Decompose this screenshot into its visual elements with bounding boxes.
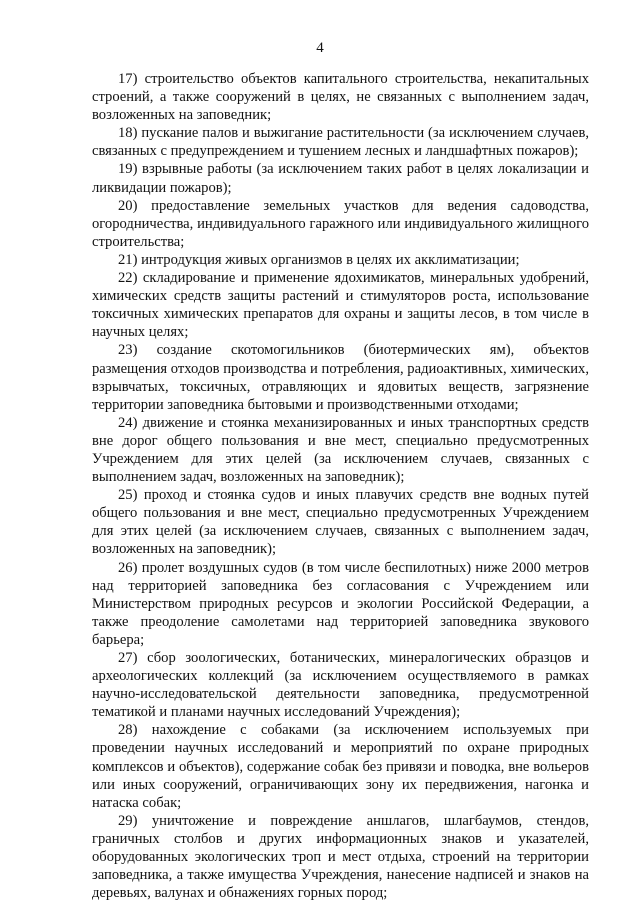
paragraph-item-17: 17) строительство объектов капитального строительства, некапитальных строений, а также сооружений в целях, не связанных с выполнением задач, возложенных на заповедник; [92, 71, 589, 124]
paragraph-item-23: 23) создание скотомогильников (биотермических ям), объектов размещения отходов производства и потребления, радиоактивных, химических, взрывчатых, токсичных, отравляющих и ядовитых веществ, загрязнение территории заповедника бытовыми и производственными отходами; [92, 342, 589, 413]
paragraph-item-21: 21) интродукция живых организмов в целях их акклиматизации; [118, 251, 520, 268]
paragraph-item-22: 22) складирование и применение ядохимикатов, минеральных удобрений, химических средств защиты растений и стимуляторов роста, использование токсичных химических препаратов для охраны и защиты лесов, в том числе в научных целях; [92, 270, 589, 341]
paragraph-item-20: 20) предоставление земельных участков для ведения садоводства, огородничества, индивидуального гаражного или индивидуального жилищного строительства; [92, 197, 589, 250]
paragraph-item-28: 28) нахождение с собаками (за исключением используемых при проведении научных исследований и мероприятий по охране природных комплексов и объектов), содержание собак без привязи и поводка, вне вольеров или иных сооружений, ограничивающих зону их передвижения, нагонка и натаска собак; [92, 722, 589, 811]
paragraph-item-25: 25) проход и стоянка судов и иных плавучих средств вне водных путей общего пользования и вне мест, специально предусмотренных Учреждением для этих целей (за исключением случаев, связанных с выполнением задач, возложенных на заповедник); [92, 487, 589, 558]
page-number: 4 [316, 40, 324, 56]
paragraph-item-27: 27) сбор зоологических, ботанических, минералогических образцов и археологических коллекций (за исключением осуществляемого в рамках научно-исследовательской деятельности заповедника, предусмотренной тематикой и планами научных исследований Учреждения); [92, 650, 589, 721]
paragraph-item-19: 19) взрывные работы (за исключением таких работ в целях локализации и ликвидации пожаров); [92, 161, 589, 196]
paragraph-item-29: 29) уничтожение и повреждение аншлагов, шлагбаумов, стендов, граничных столбов и других информационных знаков и указателей, оборудованных экологических троп и мест отдыха, строений на территории заповедника, а также имущества Учреждения, нанесение надписей и знаков на деревьях, валунах и обнажениях горных пород; [92, 812, 589, 902]
document-body [92, 70, 589, 902]
paragraph-item-26: 26) пролет воздушных судов (в том числе беспилотных) ниже 2000 метров над территорией заповедника без согласования с Учреждением или Министерством природных ресурсов и экологии Российской Федерации, а также преодоление самолетами над территорией заповедника звукового барьера; [92, 559, 589, 648]
paragraph-item-24: 24) движение и стоянка механизированных и иных транспортных средств вне дорог общего пользования и вне мест, специально предусмотренных Учреждением для этих целей (за исключением случаев, связанных с выполнением задач, возложенных на заповедник); [92, 414, 589, 486]
paragraph-item-18: 18) пускание палов и выжигание растительности (за исключением случаев, связанных с предупреждением и тушением лесных и ландшафтных пожаров); [92, 125, 589, 160]
